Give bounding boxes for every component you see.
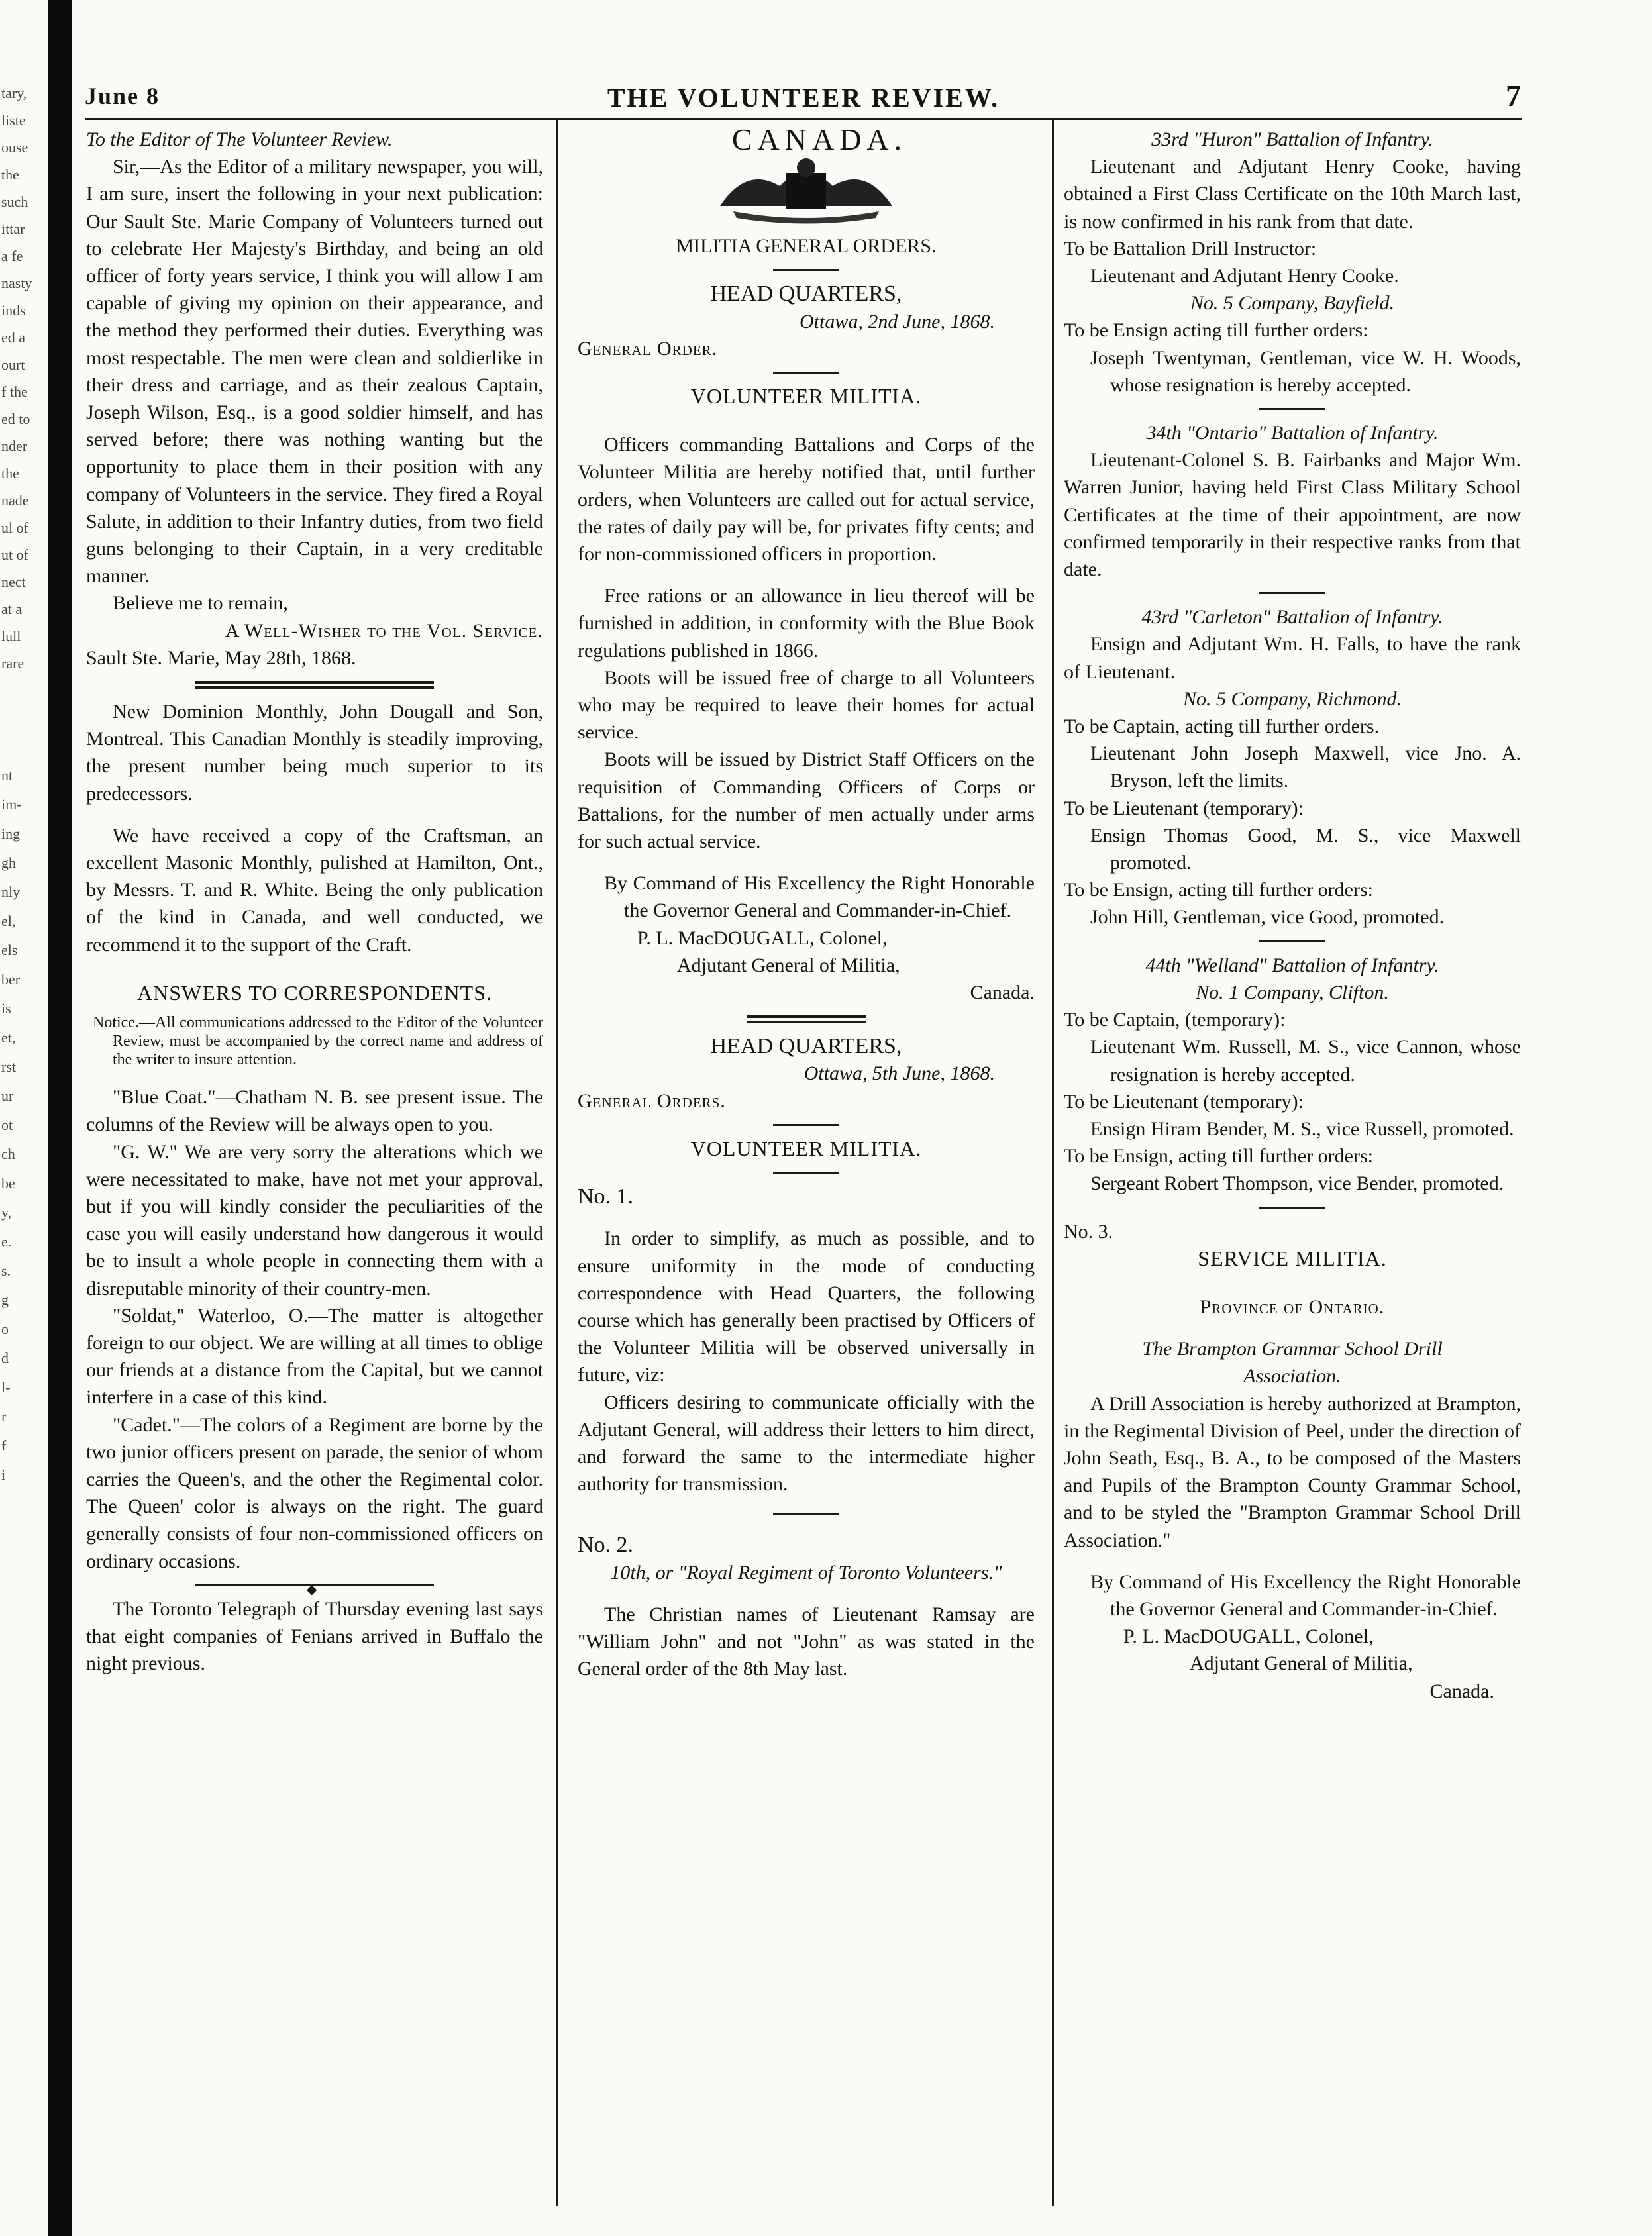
masthead: THE VOLUNTEER REVIEW. <box>607 83 1000 113</box>
gutter-fragment: rare <box>1 655 25 672</box>
gutter-fragment: nder <box>1 438 28 454</box>
gutter-fragment: gh <box>1 854 16 871</box>
gutter-fragment: ing <box>1 825 21 842</box>
order-1-adjutant-letters: Officers desiring to communicate officially with the Adjutant General, will address their letters to him direct, and forward the same to the intermediate higher authority for transmission. <box>578 1391 1035 1496</box>
header-rule <box>85 118 1522 120</box>
rule <box>1259 592 1325 594</box>
rule <box>1259 940 1325 942</box>
gutter-fragment: nade <box>1 492 29 509</box>
gutter-fragment: et, <box>1 1029 16 1046</box>
drill-association-heading: The Brampton Grammar School Drill Association. <box>1142 1338 1443 1388</box>
battalion-43-captain-label: To be Captain, acting till further orders. <box>1064 715 1380 738</box>
signature-country-2: Canada. <box>1429 1680 1494 1702</box>
gutter-fragment: s. <box>1 1262 11 1279</box>
coat-of-arms-icon <box>707 153 905 226</box>
by-command-1: By Command of His Excellency the Right Honorable the Governor General and Commander-in-Chief. <box>604 872 1035 922</box>
gutter-fragment: rst <box>1 1058 16 1075</box>
ornament-rule <box>195 1584 434 1586</box>
order-2-ramsay: The Christian names of Lieutenant Ramsay are "William John" and not "John" as was stated in the General order of the 8th May last. <box>578 1603 1035 1680</box>
battalion-33-heading: 33rd "Huron" Battalion of Infantry. <box>1151 128 1433 150</box>
gutter-fragment: lull <box>1 628 21 644</box>
page-header <box>85 78 1522 118</box>
order-boots-issue: Boots will be issued by District Staff Officers on the requisition of Commanding Officers of Corps or Battalions, for the number of men actually under arms for such actual service. <box>578 748 1035 853</box>
gutter-fragment: ed a <box>1 329 26 346</box>
battalion-43-company: No. 5 Company, Richmond. <box>1183 687 1402 710</box>
gutter-fragment: such <box>1 193 28 210</box>
telegraph-notice: The Toronto Telegraph of Thursday evening last says that eight companies of Fenians arrived in Buffalo the night previous. <box>86 1598 543 1675</box>
battalion-44-ensign-label: To be Ensign, acting till further orders: <box>1064 1145 1373 1168</box>
dominion-monthly-notice: New Dominion Monthly, John Dougall and Son, Montreal. This Canadian Monthly is steadily improving, the present number being much superior to its predecessors. <box>86 701 543 805</box>
gutter-fragment: r <box>1 1408 7 1425</box>
battalion-34-heading: 34th "Ontario" Battalion of Infantry. <box>1146 422 1439 444</box>
gutter-fragment: nt <box>1 767 13 784</box>
gutter-fragment: is <box>1 1000 11 1017</box>
general-order-label: General Order. <box>578 337 718 360</box>
answer-blue-coat: "Blue Coat."—Chatham N. B. see present issue. The columns of the Review will be always open to you. <box>86 1086 543 1136</box>
battalion-44-lieutenant-label: To be Lieutenant (temporary): <box>1064 1090 1304 1113</box>
gutter-fragment: inds <box>1 302 26 319</box>
gutter-fragment: ul of <box>1 519 28 536</box>
gutter-fragment: ot <box>1 1117 13 1133</box>
gutter-fragment: f the <box>1 383 28 400</box>
gutter-fragment: ur <box>1 1088 14 1104</box>
gutter-fragment: ber <box>1 971 21 988</box>
signature-name-1: P. L. MacDOUGALL, Colonel, <box>637 927 888 949</box>
by-command-2: By Command of His Excellency the Right Honorable the Governor General and Commander-in-Chief. <box>1090 1570 1521 1620</box>
craftsman-notice: We have received a copy of the Craftsman, an excellent Masonic Monthly, pulished at Hamilton, Ont., by Messrs. T. and R. White. Being the only publication of the kind in Canada, and well conducted, we recommend it to the support of the Craft. <box>86 824 543 956</box>
volunteer-militia-heading-1: VOLUNTEER MILITIA. <box>690 384 922 409</box>
gutter-fragment: ch <box>1 1146 15 1162</box>
gutter-fragment: ut of <box>1 546 28 563</box>
double-rule <box>195 681 434 689</box>
order-date-1: Ottawa, 2nd June, 1868. <box>800 310 995 332</box>
gutter-fragment: a fe <box>1 248 23 264</box>
gutter-fragment: i <box>1 1466 6 1483</box>
gutter-fragment: f <box>1 1437 7 1454</box>
column-3 <box>1064 126 1521 1705</box>
rule <box>1259 408 1325 410</box>
rule <box>773 1172 839 1174</box>
notice-to-correspondents: Notice.—All communications addressed to the Editor of the Volunteer Review, must be accompanied by the correct name and address of the writer to insure attention. <box>93 1014 543 1069</box>
battalion-43-falls: Ensign and Adjutant Wm. H. Falls, to have the rank of Lieutenant. <box>1064 633 1521 683</box>
battalion-44-heading: 44th "Welland" Battalion of Infantry. <box>1145 954 1439 976</box>
battalion-44-ensign-name: Sergeant Robert Thompson, vice Bender, promoted. <box>1090 1172 1504 1195</box>
letter-salutation: To the Editor of The Volunteer Review. <box>86 128 393 150</box>
gutter-fragment: ittar <box>1 221 25 237</box>
rule <box>773 269 839 271</box>
volunteer-militia-heading-2: VOLUNTEER MILITIA. <box>690 1136 922 1160</box>
battalion-33-ensign-name: Joseph Twentyman, Gentleman, vice W. H. Woods, whose resignation is hereby accepted. <box>1090 346 1521 396</box>
province-label: Province of Ontario. <box>1200 1296 1385 1318</box>
gutter-fragment: o <box>1 1321 9 1337</box>
battalion-44-company: No. 1 Company, Clifton. <box>1196 981 1389 1003</box>
gutter-fragment: liste <box>1 112 26 128</box>
gutter-fragment: g <box>1 1292 9 1308</box>
order-rations: Free rations or an allowance in lieu thereof will be furnished in addition, in conformity with the Blue Book regulations published in 1866. <box>578 585 1035 662</box>
service-militia-heading: SERVICE MILITIA. <box>1198 1246 1387 1270</box>
gutter-fragment: ouse <box>1 139 28 156</box>
gutter-fragment: l- <box>1 1379 11 1396</box>
letter-signature: A Well-Wisher to the Vol. Service. <box>225 619 543 642</box>
answer-gw: "G. W." We are very sorry the alterations which we were necessitated to make, have not met your approval, but if you will kindly consider the peculiarities of the case you will easily understand how dangerous it would be to insult a whole people in connecting them with a disreputable minority of their country-men. <box>86 1141 543 1299</box>
gutter-fragment: ourt <box>1 356 25 373</box>
gutter-fragment: be <box>1 1175 15 1192</box>
canada-heading: CANADA. <box>731 123 907 156</box>
rule <box>773 1513 839 1515</box>
gutter-fragment: the <box>1 465 19 482</box>
militia-general-orders-heading: MILITIA GENERAL ORDERS. <box>676 235 937 258</box>
battalion-43-ensign-label: To be Ensign, acting till further orders: <box>1064 879 1373 901</box>
rule <box>1259 1207 1325 1209</box>
issue-date: June 8 <box>85 83 160 109</box>
battalion-43-heading: 43rd "Carleton" Battalion of Infantry. <box>1141 606 1443 629</box>
order-date-2: Ottawa, 5th June, 1868. <box>803 1062 995 1085</box>
gutter-fragment: e. <box>1 1233 12 1250</box>
gutter-fragment: y, <box>1 1204 12 1221</box>
order-boots-free: Boots will be issued free of charge to all Volunteers who may be required to leave their homes for actual service. <box>578 666 1035 744</box>
signature-title-2: Adjutant General of Militia, <box>1190 1652 1413 1675</box>
page-number: 7 <box>1506 79 1522 113</box>
battalion-44-captain-name: Lieutenant Wm. Russell, M. S., vice Cannon, whose resignation is hereby accepted. <box>1090 1036 1521 1086</box>
gutter-fragment: nly <box>1 884 21 900</box>
letter-closing: Believe me to remain, <box>113 592 288 615</box>
battalion-43-lieutenant-label: To be Lieutenant (temporary): <box>1064 797 1304 819</box>
battalion-43-lieutenant-name: Ensign Thomas Good, M. S., vice Maxwell promoted. <box>1090 824 1521 874</box>
gutter-fragment: im- <box>1 796 22 813</box>
general-orders-label: General Orders. <box>578 1090 726 1112</box>
battalion-33-cooke: Lieutenant and Adjutant Henry Cooke, having obtained a First Class Certificate on the 10th March last, is now confirmed in his rank from that date. <box>1064 156 1521 232</box>
order-1-correspondence: In order to simplify, as much as possible, and to ensure uniformity in the mode of conducting correspondence with Head Quarters, the following course which has generally been practised by Officers of the Volunteer Militia will be observed universally in future, viz: <box>578 1227 1035 1386</box>
previous-page-gutter <box>0 0 48 2236</box>
battalion-33-instructor-name: Lieutenant and Adjutant Henry Cooke. <box>1090 265 1399 287</box>
answer-cadet: "Cadet."—The colors of a Regiment are borne by the two junior officers present on parade, the senior of whom carries the Queen's, and the other the Regimental color. The Queen' color is always on the right. The guard generally consists of four non-commissioned officers on ordinary occasions. <box>86 1413 543 1572</box>
binding-spine <box>48 0 72 2236</box>
column-divider-2 <box>1052 119 1054 2206</box>
battalion-43-ensign-name: John Hill, Gentleman, vice Good, promoted. <box>1090 906 1445 929</box>
head-quarters-1: HEAD QUARTERS, <box>710 281 902 307</box>
gutter-fragment: tary, <box>1 85 27 101</box>
column-divider-1 <box>556 119 558 2206</box>
gutter-fragment: nasty <box>1 275 32 291</box>
battalion-34-officers: Lieutenant-Colonel S. B. Fairbanks and Major Wm. Warren Junior, having held First Class Military School Certificates at the time of their appointment, are now confirmed temporarily in their respective ranks from that date. <box>1064 449 1521 581</box>
battalion-44-captain-label: To be Captain, (temporary): <box>1064 1009 1286 1031</box>
answers-heading: ANSWERS TO CORRESPONDENTS. <box>136 980 492 1005</box>
battalion-33-instructor-label: To be Battalion Drill Instructor: <box>1064 237 1317 260</box>
signature-title-1: Adjutant General of Militia, <box>677 954 900 976</box>
battalion-44-lieutenant-name: Ensign Hiram Bender, M. S., vice Russell, promoted. <box>1090 1117 1514 1140</box>
battalion-33-company: No. 5 Company, Bayfield. <box>1190 292 1395 315</box>
gutter-fragment: el, <box>1 913 16 929</box>
royal-regiment-heading: 10th, or "Royal Regiment of Toronto Volunteers." <box>610 1561 1002 1584</box>
signature-name-2: P. L. MacDOUGALL, Colonel, <box>1123 1625 1374 1648</box>
gutter-fragment: ed to <box>1 411 30 427</box>
column-1 <box>86 126 543 1677</box>
battalion-33-ensign-label: To be Ensign acting till further orders: <box>1064 319 1368 342</box>
answer-soldat: "Soldat," Waterloo, O.—The matter is altogether foreign to our object. We are willing at all times to oblige our friends at a distance from the Capital, but we cannot interfere in a case of this kind. <box>86 1304 543 1409</box>
gutter-fragment: nect <box>1 574 26 590</box>
gutter-fragment: d <box>1 1350 9 1366</box>
battalion-43-captain-name: Lieutenant John Joseph Maxwell, vice Jno. A. Bryson, left the limits. <box>1090 742 1521 792</box>
gutter-fragment: els <box>1 942 18 958</box>
letter-body: Sir,—As the Editor of a military newspaper, you will, I am sure, insert the following in your next publication: Our Sault Ste. Marie Company of Volunteers turned out to celebrate Her Majesty's Birthday, and being an old officer of forty years service, I think you will allow I am capable of giving my opinion on their appearance, and the method they performed their duties. Everything was most respectable. The men were clean and soldierlike in their dress and carriage, and as their zealous Captain, Joseph Wilson, Esq., is a good soldier himself, and has served before; there was nothing wanting but the opportunity to place them in their position with any company of Volunteers in the service. They fired a Royal Salute, in addition to their Infantry duties, from two field guns belonging to their Captain, in a very creditable manner. <box>86 156 543 587</box>
order-no-3: No. 3. <box>1064 1220 1113 1243</box>
gutter-fragment: at a <box>1 601 23 617</box>
rule <box>773 1124 839 1126</box>
signature-country-1: Canada. <box>970 982 1035 1004</box>
gutter-fragment: the <box>1 166 19 183</box>
drill-association-order: A Drill Association is hereby authorized at Brampton, in the Regimental Division of Peel, under the direction of John Seath, Esq., B. A., to be composed of the Masters and Pupils of the Brampton County Grammar School, and to be styled the "Brampton Grammar School Drill Association." <box>1064 1392 1521 1551</box>
order-no-2: No. 2. <box>578 1533 634 1558</box>
letter-place-date: Sault Ste. Marie, May 28th, 1868. <box>86 646 356 669</box>
rule <box>773 372 839 374</box>
order-no-1: No. 1. <box>578 1184 634 1209</box>
order-pay-rates: Officers commanding Battalions and Corps of the Volunteer Militia are hereby notified that, until further orders, when Volunteers are called out for actual service, the rates of daily pay will be, for privates fifty cents; and for non-commissioned officers in proportion. <box>578 434 1035 566</box>
column-2 <box>578 123 1035 1682</box>
double-rule <box>747 1015 866 1023</box>
head-quarters-2: HEAD QUARTERS, <box>710 1034 902 1059</box>
